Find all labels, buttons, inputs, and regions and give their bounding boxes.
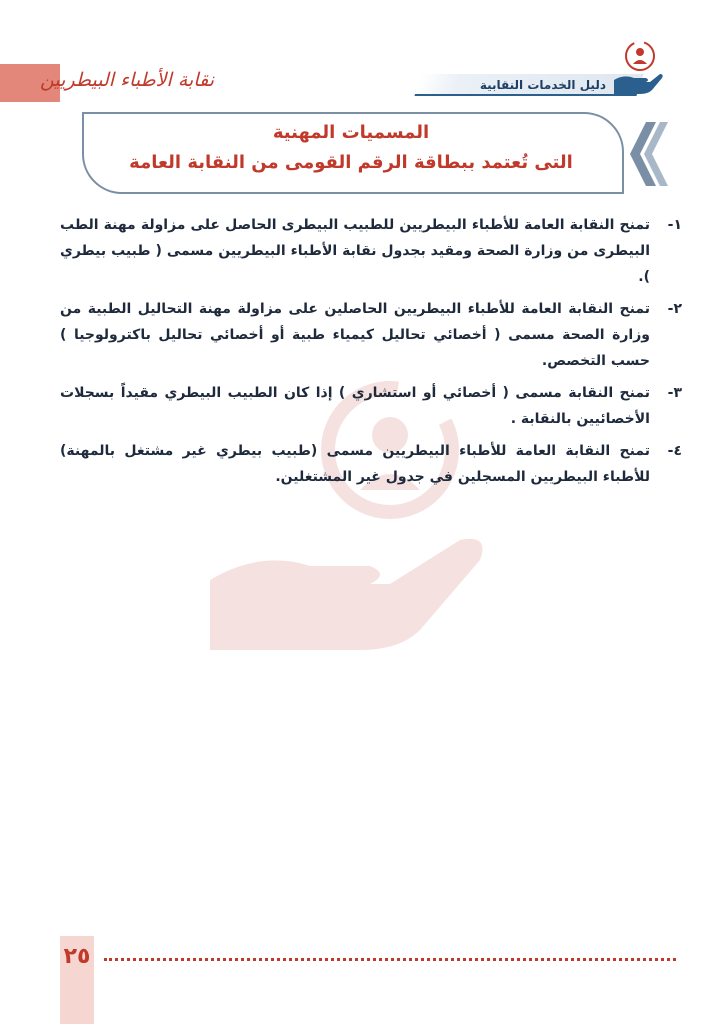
item-number: ٣-: [667, 385, 682, 401]
list-item: [60, 212, 682, 290]
list-item: [60, 296, 682, 374]
list-item: [60, 438, 682, 490]
item-text: تمنح النقابة مسمى ( أخصائي أو استشاري ) إذا كان الطبيب البيطري مقيداً بسجلات الأخصائيين بالنقابة .: [60, 385, 650, 427]
guide-title: دليل الخدمات النقابية: [479, 78, 606, 92]
titles-list: [60, 212, 682, 496]
page-number: ٢٥: [63, 944, 91, 969]
dotted-divider: [104, 958, 676, 961]
item-number: ١-: [667, 217, 682, 233]
hand-person-icon: [610, 38, 666, 98]
item-text: تمنح النقابة العامة للأطباء البيطريين للطبيب البيطرى الحاصل على مزاولة مهنة الطب البيطرى من وزارة الصحة ومقيد بجدول نقابة الأطباء البيطريين مسمى ( طبيب بيطري ).: [60, 217, 650, 285]
item-number: ٤-: [667, 443, 682, 459]
chevron-left-icon: [620, 118, 668, 190]
page-subtitle: التى تُعتمد ببطاقة الرقم القومى من النقابة العامة: [129, 152, 573, 173]
syndicate-logo: نقابة الأطباء البيطريين: [39, 69, 214, 91]
item-number: ٢-: [667, 301, 682, 317]
item-text: تمنح النقابة العامة للأطباء البيطريين مسمى (طبيب بيطري غير مشتغل بالمهنة) للأطباء البيطريين المسجلين في جدول غير المشتغلين.: [60, 443, 650, 485]
item-text: تمنح النقابة العامة للأطباء البيطريين الحاصلين على مزاولة مهنة التحاليل الطبية من وزارة الصحة مسمى ( أخصائي تحاليل كيمياء طبية أو أخصائي تحاليل باكترولوجيا ) حسب التخصص.: [60, 301, 650, 369]
page-title: المسميات المهنية: [272, 122, 430, 143]
list-item: [60, 380, 682, 432]
